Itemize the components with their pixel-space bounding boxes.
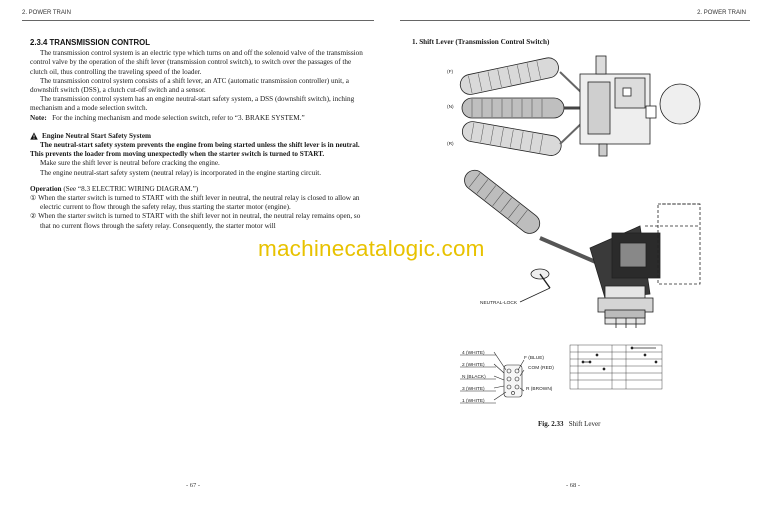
position-label-forward: (F)	[447, 70, 454, 75]
watermark: machinecatalogic.com	[258, 236, 485, 261]
switch-logic-table	[570, 345, 662, 389]
figure-number: Fig. 2.33	[538, 420, 564, 428]
paragraph-1: The transmission control system is an electric type which turns on and off the solenoid valve of the transmission control valve by the operation of the shift lever (transmission control switch), to switch over the passages of the clutch oil, thus controlling the traveling speed of the loader.	[30, 49, 363, 76]
operation-label: Operation	[30, 184, 62, 193]
page-header-right: 2. POWER TRAIN	[697, 10, 746, 16]
warning-header	[30, 132, 370, 141]
neutral-lock-callout: NEUTRAL-LOCK	[480, 301, 518, 306]
left-page-body	[30, 38, 370, 231]
operation-heading	[30, 185, 370, 194]
wire-label-n: N (BLACK)	[462, 375, 486, 380]
operation-item-1: ① When the starter switch is turned to START with the shift lever in neutral, the neutral relay is closed to allow an electric current to flow through the safety relay, thus starting the starter motor (engine).	[30, 194, 360, 212]
page-number-left: - 67 -	[186, 482, 201, 489]
warning-title: Engine Neutral Start Safety System	[42, 131, 151, 140]
wire-label-2: 2 (WHITE)	[462, 363, 485, 368]
figure-title: 1. Shift Lever (Transmission Control Switch)	[412, 38, 550, 46]
wire-label-r: R (BROWN)	[526, 387, 553, 392]
page-header-left: 2. POWER TRAIN	[22, 10, 71, 16]
wire-label-f: F (BLUE)	[524, 356, 544, 361]
warning-paragraph-2: The engine neutral-start safety system (neutral relay) is incorporated in the engine starting circuit.	[40, 168, 322, 177]
note-text: For the inching mechanism and mode selection switch, refer to “3. BRAKE SYSTEM.”	[52, 113, 305, 122]
paragraph-2: The transmission control system consists of a shift lever, an ATC (automatic transmission controller) unit, a downshift switch (DSS), a clutch cut-off switch and a sensor.	[30, 76, 349, 95]
figure-caption	[538, 420, 600, 428]
note	[30, 114, 370, 123]
wire-label-4: 4 (WHITE)	[462, 351, 485, 356]
operation-reference: (See “8.3 ELECTRIC WIRING DIAGRAM.”)	[63, 184, 199, 193]
shift-lever-figure	[400, 48, 760, 418]
section-title: 2.3.4 TRANSMISSION CONTROL	[30, 38, 150, 47]
header-rule-right	[400, 20, 750, 21]
warning-paragraph-1: Make sure the shift lever is neutral before cracking the engine.	[40, 159, 220, 168]
header-rule-left	[22, 20, 374, 21]
lever-positions-drawing	[458, 56, 700, 157]
wire-label-3: 3 (WHITE)	[462, 387, 485, 392]
wire-label-1: 1 (WHITE)	[462, 399, 485, 404]
paragraph-3: The transmission control system has an engine neutral-start safety system, a DSS (downshift switch), inching mechanism and a mode selection switch.	[30, 95, 355, 113]
page-number-right: - 68 -	[566, 482, 581, 489]
position-label-reverse: (R)	[447, 142, 454, 147]
wire-label-com: COM (RED)	[528, 366, 554, 371]
operation-item-2: ② When the starter switch is turned to START with the shift lever not in neutral, the neutral relay remains open, so that no current flows through the safety relay. Consequently, the starter motor will	[30, 212, 361, 230]
position-label-neutral: (N)	[447, 105, 454, 110]
warning-triangle-icon	[30, 132, 38, 140]
warning-bold-text: The neutral-start safety system prevents the engine from being started unless the shift lever is in neutral. This prevents the loader from moving unexpectedly when the starter switch is turned to START.	[30, 141, 360, 159]
note-label: Note:	[30, 113, 47, 122]
figure-caption-text: Shift Lever	[568, 420, 601, 428]
